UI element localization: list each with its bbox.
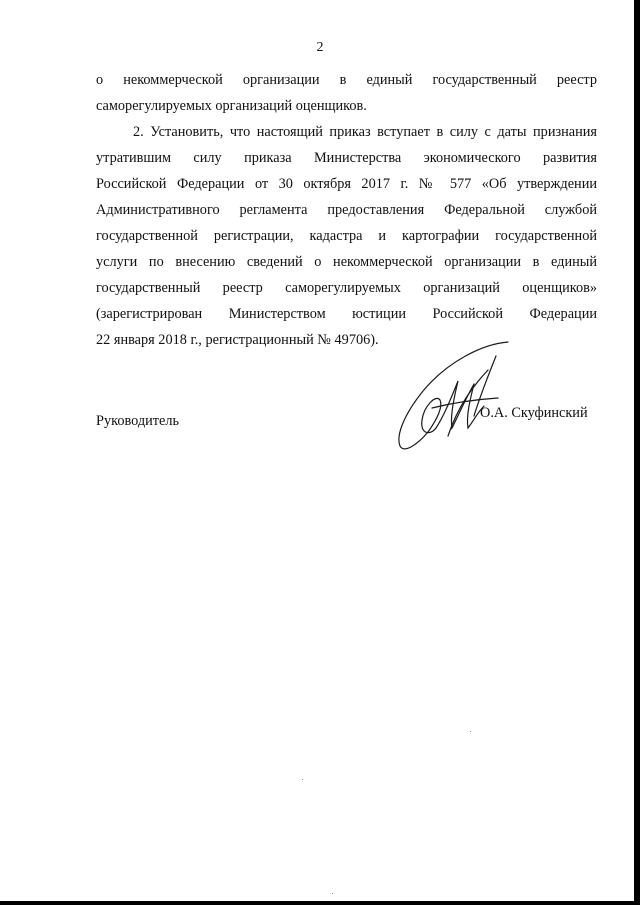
- paragraph2-line: Административного регламента предоставления Федеральной службой: [96, 202, 597, 218]
- signatory-name: О.А. Скуфинский: [480, 405, 588, 421]
- paragraph2-line: государственный реестр саморегулируемых организаций оценщиков»: [96, 280, 597, 296]
- paragraph1-line: саморегулируемых организаций оценщиков.: [96, 98, 367, 114]
- paragraph2-line: 22 января 2018 г., регистрационный № 49706).: [96, 332, 379, 348]
- paragraph2-line: (зарегистрирован Министерством юстиции Российской Федерации: [96, 306, 597, 322]
- paragraph2-line: Российской Федерации от 30 октября 2017 г. № 577 «Об утверждении: [96, 176, 597, 192]
- paragraph2-line: утратившим силу приказа Министерства экономического развития: [96, 150, 597, 166]
- scan-speck: [470, 731, 471, 732]
- paragraph2-line: 2. Установить, что настоящий приказ вступает в силу с даты признания: [133, 124, 597, 140]
- signatory-title: Руководитель: [96, 413, 180, 429]
- paragraph1-line: о некоммерческой организации в единый государственный реестр: [96, 72, 597, 88]
- scan-border-right: [634, 0, 640, 905]
- paragraph2-line: услуги по внесению сведений о некоммерческой организации в единый: [96, 254, 597, 270]
- scan-speck: [302, 779, 303, 780]
- handwritten-signature: [388, 336, 518, 456]
- scan-speck: [332, 893, 333, 894]
- page-number: 2: [316, 40, 324, 55]
- paragraph2-line: государственной регистрации, кадастра и картографии государственной: [96, 228, 597, 244]
- scan-border-bottom: [0, 901, 640, 905]
